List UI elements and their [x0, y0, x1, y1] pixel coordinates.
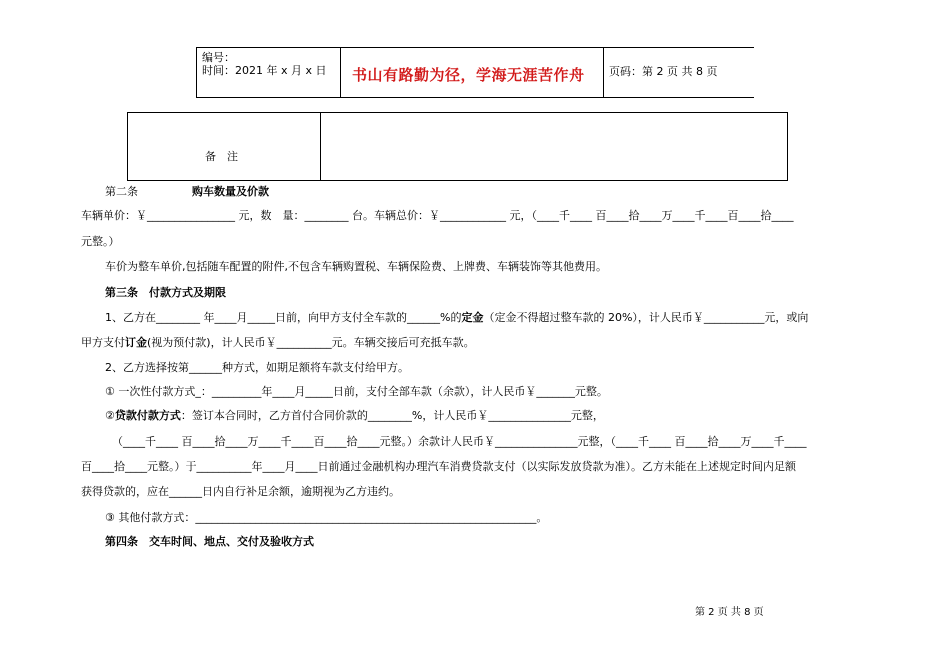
footer-page-number: 第 2 页 共 8 页 [695, 607, 764, 618]
remarks-label: 备 注 [205, 150, 238, 163]
section-3-clause-1-cont [81, 336, 475, 350]
section-2-price-line-end: 元整。） [81, 235, 120, 248]
motto-text: 书山有路勤为径，学海无涯苦作舟 [352, 66, 585, 84]
document-date: 时间：2021 年 x 月 x 日 [202, 64, 327, 77]
section-3-clause-1 [105, 311, 808, 325]
advance-deposit-term: 订金 [125, 336, 147, 349]
section-2-title: 购车数量及价款 [192, 185, 269, 198]
deposit-term: 定金 [461, 311, 484, 324]
payment-option-3: ③ 其他付款方式：______________________________________________________________。 [105, 511, 548, 524]
option-2-text: ：签订本合同时，乙方首付合同价款的________%，计人民币￥_______________元整， [180, 409, 604, 422]
loan-payment-term: 贷款付款方式 [114, 409, 181, 422]
document-number-label: 编号： [202, 51, 235, 64]
payment-option-1: ① 一次性付款方式_：_________年____月_____日前，支付全部车款（余款），计人民币￥_______元整。 [105, 385, 608, 398]
page-code: 页码：第 2 页 共 8 页 [609, 65, 718, 78]
clause-1-text-b: （定金不得超过整车款的 20%），计人民币￥___________元，或向 [483, 311, 809, 324]
section-3-clause-2: 2、乙方选择按第______种方式，如期足额将车款支付给甲方。 [105, 361, 409, 374]
section-2-number: 第二条 [105, 185, 138, 198]
payment-option-2-line4: 获得贷款的，应在______日内自行补足余额，逾期视为乙方违约。 [81, 485, 400, 498]
option-2-number: ② [105, 409, 115, 422]
clause-1-line2-a: 甲方支付 [81, 336, 125, 349]
payment-option-2-line2: （____千____ 百____拾____万____千____百____拾____元整。）余款计人民币￥_______________元整，（____千____ 百____拾____万____千____ [112, 435, 807, 448]
clause-1-text-a: 1、乙方在________ 年____月_____日前，向甲方支付全车款的______%的 [105, 311, 462, 324]
section-2-price-line: 车辆单价：￥________________ 元，数 量：________ 台。车辆总价：￥____________ 元，（____千____ 百____拾____万____千____百____拾____ [81, 209, 794, 222]
clause-1-line2-b: (视为预付款)，计人民币￥__________元。车辆交接后可充抵车款。 [147, 336, 475, 349]
section-3-title: 第三条 付款方式及期限 [105, 286, 226, 299]
payment-option-2 [105, 409, 604, 423]
section-2-price-note: 车价为整车单价,包括随车配置的附件,不包含车辆购置税、车辆保险费、上牌费、车辆装饰等其他费用。 [105, 260, 607, 273]
payment-option-2-line3: 百____拾____元整。）于__________年____月____日前通过金融机构办理汽车消费贷款支付（以实际发放贷款为准）。乙方未能在上述规定时间内足额 [81, 460, 796, 473]
section-4-title: 第四条 交车时间、地点、交付及验收方式 [105, 535, 314, 548]
